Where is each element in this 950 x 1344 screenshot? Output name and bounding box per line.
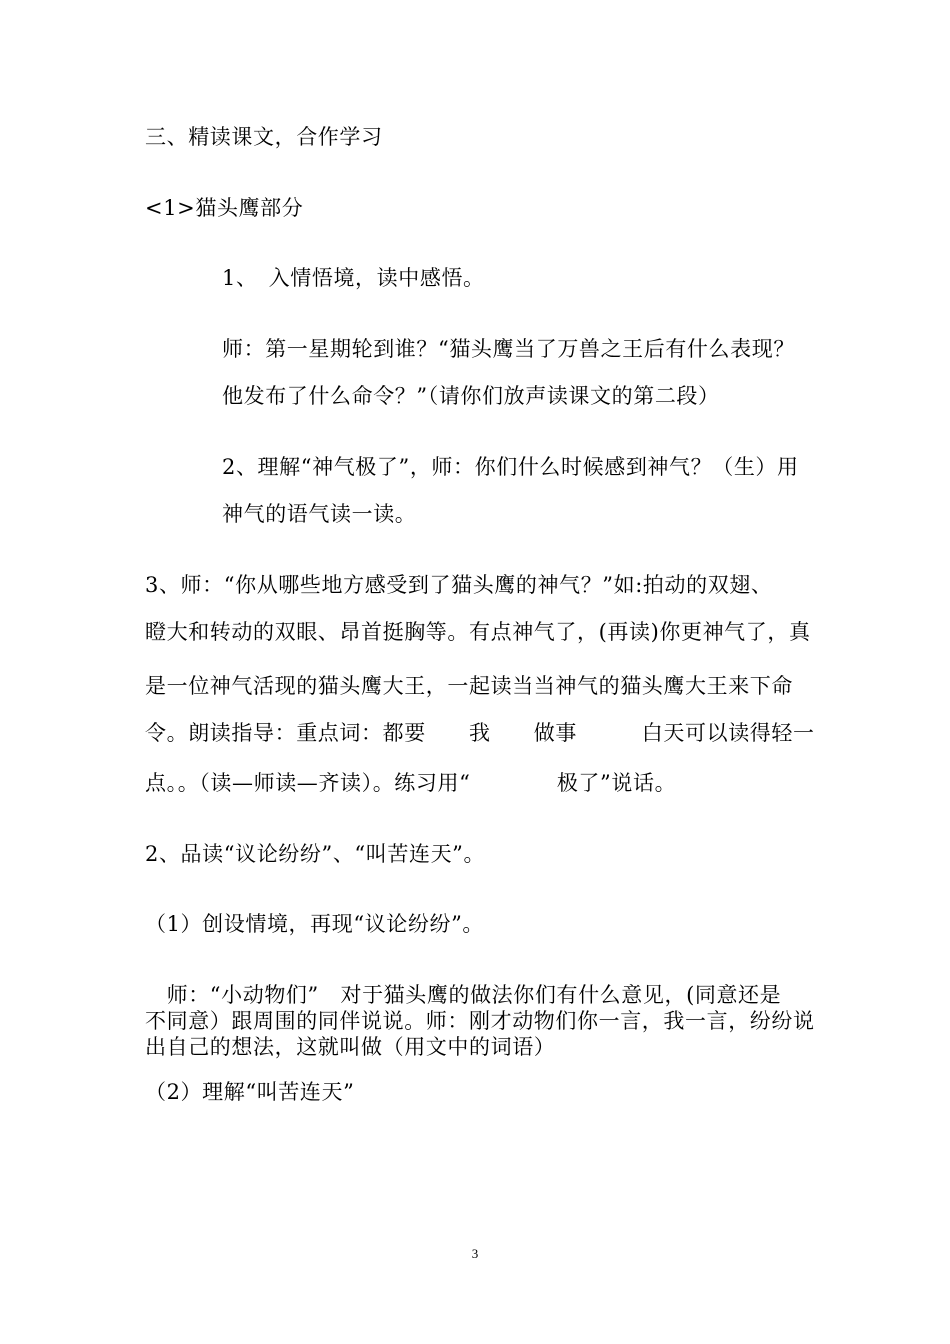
part-2-paragraph-line-2: 不同意）跟周围的同伴说说。师：刚才动物们你一言，我一言，纷纷说 bbox=[145, 1009, 815, 1033]
section-heading: 三、精读课文，合作学习 bbox=[145, 125, 383, 149]
item-3-text-line-2: 瞪大和转动的双眼、昂首挺胸等。有点神气了，(再读)你更神气了，真 bbox=[145, 620, 811, 644]
part-2-paragraph-line-1: 师：“小动物们” 对于猫头鹰的做法你们有什么意见，(同意还是 bbox=[145, 983, 782, 1007]
item-1-text-line-1: 师：第一星期轮到谁？“猫头鹰当了万兽之王后有什么表现？ bbox=[222, 337, 795, 361]
part-2-sub-1: （1）创设情境，再现“议论纷纷”。 bbox=[145, 912, 485, 936]
part-2-paragraph-line-3: 出自己的想法，这就叫做（用文中的词语） bbox=[145, 1035, 556, 1059]
subsection-heading: <1>猫头鹰部分 bbox=[145, 196, 304, 220]
item-3-text-line-3: 是一位神气活现的猫头鹰大王，一起读当当神气的猫头鹰大王来下命 bbox=[145, 674, 793, 698]
part-2-heading: 2、品读“议论纷纷”、“叫苦连天”。 bbox=[145, 842, 486, 866]
page-number: 3 bbox=[471, 1246, 479, 1261]
part-2-sub-2: （2）理解“叫苦连天” bbox=[145, 1080, 355, 1104]
item-3-text-line-1: 3、师：“你从哪些地方感受到了猫头鹰的神气？”如:拍动的双翅、 bbox=[145, 573, 773, 597]
item-1-title: 1、 入情悟境，读中感悟。 bbox=[222, 266, 485, 290]
item-2-text-line-1: 2、理解“神气极了”，师：你们什么时候感到神气？（生）用 bbox=[222, 455, 799, 479]
item-1-text-line-2: 他发布了什么命令？”（请你们放声读课文的第二段） bbox=[222, 384, 720, 408]
item-3-text-line-4: 令。朗读指导：重点词：都要 我 做事 白天可以读得轻一 bbox=[145, 721, 815, 745]
item-2-text-line-2: 神气的语气读一读。 bbox=[222, 502, 417, 526]
item-3-text-line-5: 点。。（读—师读—齐读）。练习用“ 极了”说话。 bbox=[145, 771, 677, 795]
